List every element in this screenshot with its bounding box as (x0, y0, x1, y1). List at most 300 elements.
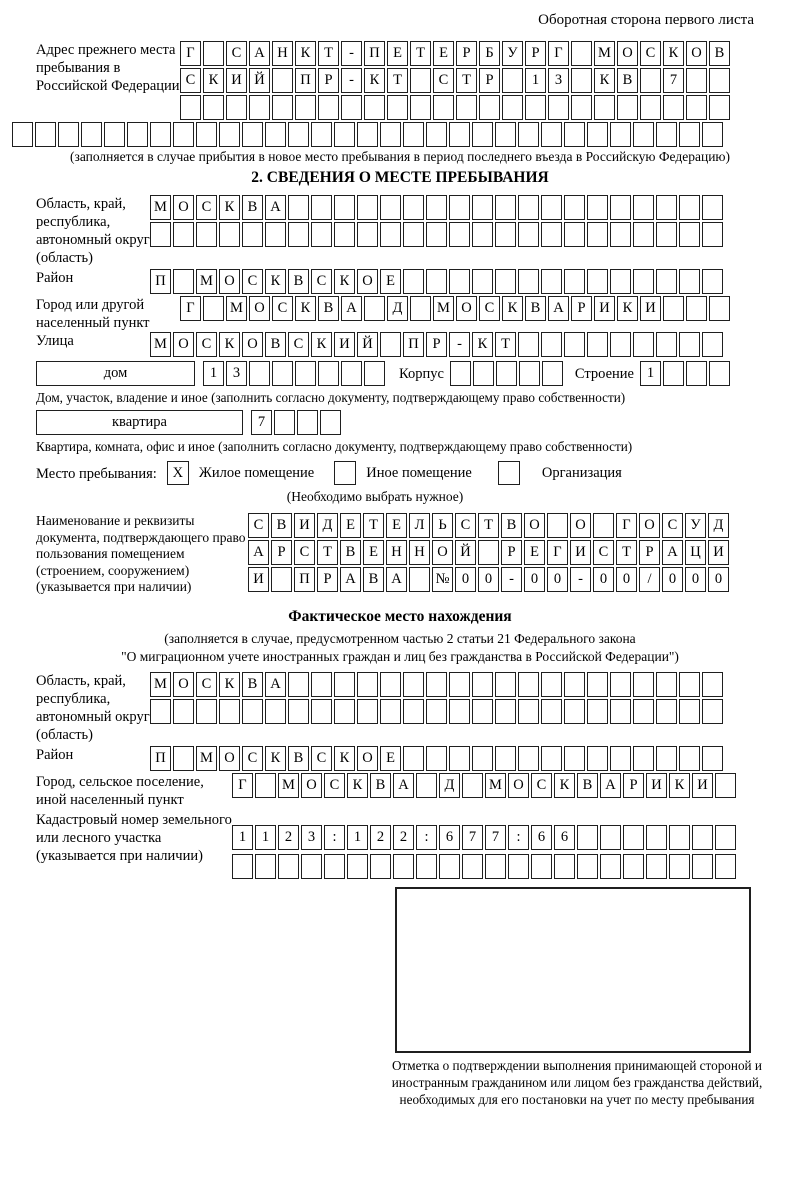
char-cell[interactable] (370, 854, 391, 879)
char-cell[interactable]: Й (455, 540, 476, 565)
char-cell[interactable] (702, 122, 723, 147)
char-cell[interactable]: Е (380, 746, 401, 771)
char-cell[interactable]: О (173, 195, 194, 220)
char-cell[interactable] (449, 699, 470, 724)
char-cell[interactable]: О (456, 296, 477, 321)
char-cell[interactable] (403, 222, 424, 247)
char-cell[interactable] (633, 122, 654, 147)
char-cell[interactable]: В (288, 269, 309, 294)
char-cell[interactable]: 1 (232, 825, 253, 850)
char-cell[interactable] (679, 746, 700, 771)
char-cell[interactable] (380, 332, 401, 357)
char-cell[interactable] (702, 699, 723, 724)
char-cell[interactable] (318, 95, 339, 120)
char-cell[interactable]: И (334, 332, 355, 357)
char-cell[interactable] (541, 746, 562, 771)
char-cell[interactable]: В (340, 540, 361, 565)
char-cell[interactable] (508, 854, 529, 879)
char-cell[interactable]: М (196, 269, 217, 294)
char-cell[interactable] (12, 122, 33, 147)
char-cell[interactable]: - (570, 567, 591, 592)
char-cell[interactable] (495, 122, 516, 147)
char-cell[interactable] (472, 699, 493, 724)
char-cell[interactable] (472, 122, 493, 147)
char-cell[interactable]: С (455, 513, 476, 538)
char-cell[interactable]: О (524, 513, 545, 538)
char-cell[interactable] (679, 699, 700, 724)
char-cell[interactable] (203, 95, 224, 120)
char-cell[interactable]: С (479, 296, 500, 321)
char-cell[interactable] (357, 195, 378, 220)
char-cell[interactable]: П (150, 746, 171, 771)
char-cell[interactable]: О (617, 41, 638, 66)
char-cell[interactable] (594, 95, 615, 120)
char-cell[interactable]: Е (363, 540, 384, 565)
char-cell[interactable] (472, 269, 493, 294)
char-cell[interactable] (715, 825, 736, 850)
char-cell[interactable] (633, 222, 654, 247)
char-cell[interactable]: О (570, 513, 591, 538)
char-cell[interactable] (58, 122, 79, 147)
char-cell[interactable] (679, 269, 700, 294)
char-cell[interactable] (416, 854, 437, 879)
char-cell[interactable] (663, 95, 684, 120)
char-cell[interactable] (663, 361, 684, 386)
char-cell[interactable]: К (265, 269, 286, 294)
char-cell[interactable] (311, 195, 332, 220)
char-cell[interactable] (393, 854, 414, 879)
checkbox-zhiloe[interactable]: X (167, 461, 189, 485)
char-cell[interactable]: Р (639, 540, 660, 565)
char-cell[interactable] (541, 195, 562, 220)
char-cell[interactable]: А (341, 296, 362, 321)
char-cell[interactable]: С (242, 269, 263, 294)
char-cell[interactable] (196, 699, 217, 724)
char-cell[interactable] (541, 269, 562, 294)
char-cell[interactable]: И (294, 513, 315, 538)
char-cell[interactable] (702, 195, 723, 220)
char-cell[interactable] (692, 854, 713, 879)
char-cell[interactable] (324, 854, 345, 879)
char-cell[interactable]: 7 (251, 410, 272, 435)
char-cell[interactable] (600, 825, 621, 850)
char-cell[interactable] (311, 672, 332, 697)
char-cell[interactable] (410, 68, 431, 93)
char-cell[interactable]: 2 (393, 825, 414, 850)
char-cell[interactable] (426, 222, 447, 247)
char-cell[interactable] (633, 195, 654, 220)
char-cell[interactable] (600, 854, 621, 879)
char-cell[interactable]: В (288, 746, 309, 771)
char-cell[interactable] (541, 222, 562, 247)
char-cell[interactable] (669, 825, 690, 850)
char-cell[interactable] (473, 361, 494, 386)
char-cell[interactable] (173, 122, 194, 147)
char-cell[interactable] (334, 699, 355, 724)
char-cell[interactable]: К (669, 773, 690, 798)
char-cell[interactable]: Е (433, 41, 454, 66)
char-cell[interactable]: Р (426, 332, 447, 357)
char-cell[interactable] (426, 699, 447, 724)
char-cell[interactable]: П (403, 332, 424, 357)
char-cell[interactable] (450, 361, 471, 386)
char-cell[interactable]: У (502, 41, 523, 66)
char-cell[interactable]: О (639, 513, 660, 538)
char-cell[interactable]: К (364, 68, 385, 93)
char-cell[interactable] (610, 746, 631, 771)
confirmation-stamp-box[interactable] (395, 887, 751, 1053)
char-cell[interactable]: В (370, 773, 391, 798)
char-cell[interactable]: А (265, 672, 286, 697)
char-cell[interactable] (564, 699, 585, 724)
char-cell[interactable] (472, 746, 493, 771)
char-cell[interactable]: О (249, 296, 270, 321)
char-cell[interactable] (656, 746, 677, 771)
char-cell[interactable] (656, 195, 677, 220)
char-cell[interactable] (518, 269, 539, 294)
char-cell[interactable]: О (357, 269, 378, 294)
char-cell[interactable] (633, 672, 654, 697)
char-cell[interactable] (472, 195, 493, 220)
char-cell[interactable] (518, 122, 539, 147)
char-cell[interactable]: М (196, 746, 217, 771)
char-cell[interactable] (577, 854, 598, 879)
char-cell[interactable] (409, 567, 430, 592)
char-cell[interactable] (380, 122, 401, 147)
char-cell[interactable] (449, 746, 470, 771)
char-cell[interactable] (387, 95, 408, 120)
char-cell[interactable] (403, 699, 424, 724)
char-cell[interactable] (587, 332, 608, 357)
char-cell[interactable] (416, 773, 437, 798)
char-cell[interactable]: Д (439, 773, 460, 798)
char-cell[interactable]: Н (409, 540, 430, 565)
char-cell[interactable] (663, 296, 684, 321)
char-cell[interactable] (173, 746, 194, 771)
char-cell[interactable]: М (150, 332, 171, 357)
char-cell[interactable] (646, 825, 667, 850)
char-cell[interactable] (410, 95, 431, 120)
char-cell[interactable] (380, 222, 401, 247)
char-cell[interactable]: С (433, 68, 454, 93)
char-cell[interactable]: Г (180, 41, 201, 66)
char-cell[interactable] (295, 95, 316, 120)
char-cell[interactable] (525, 95, 546, 120)
char-cell[interactable] (610, 269, 631, 294)
char-cell[interactable]: В (617, 68, 638, 93)
char-cell[interactable]: А (249, 41, 270, 66)
char-cell[interactable] (472, 672, 493, 697)
char-cell[interactable]: А (548, 296, 569, 321)
char-cell[interactable] (364, 95, 385, 120)
checkbox-organizatsiya[interactable] (498, 461, 520, 485)
char-cell[interactable] (518, 195, 539, 220)
char-cell[interactable]: К (295, 41, 316, 66)
char-cell[interactable]: В (265, 332, 286, 357)
char-cell[interactable] (278, 854, 299, 879)
char-cell[interactable]: Т (317, 540, 338, 565)
char-cell[interactable] (542, 361, 563, 386)
char-cell[interactable]: М (485, 773, 506, 798)
char-cell[interactable] (472, 222, 493, 247)
char-cell[interactable]: М (433, 296, 454, 321)
char-cell[interactable]: 0 (478, 567, 499, 592)
char-cell[interactable] (403, 122, 424, 147)
char-cell[interactable] (334, 122, 355, 147)
char-cell[interactable]: О (242, 332, 263, 357)
char-cell[interactable] (364, 296, 385, 321)
char-cell[interactable] (403, 746, 424, 771)
char-cell[interactable] (577, 825, 598, 850)
char-cell[interactable]: К (311, 332, 332, 357)
char-cell[interactable]: 3 (548, 68, 569, 93)
char-cell[interactable]: Г (180, 296, 201, 321)
char-cell[interactable]: И (570, 540, 591, 565)
char-cell[interactable]: Д (387, 296, 408, 321)
char-cell[interactable]: О (301, 773, 322, 798)
char-cell[interactable]: : (324, 825, 345, 850)
char-cell[interactable] (242, 222, 263, 247)
char-cell[interactable] (571, 95, 592, 120)
char-cell[interactable] (610, 699, 631, 724)
char-cell[interactable]: Й (249, 68, 270, 93)
char-cell[interactable] (249, 361, 270, 386)
char-cell[interactable] (357, 699, 378, 724)
char-cell[interactable] (265, 699, 286, 724)
char-cell[interactable]: 7 (485, 825, 506, 850)
char-cell[interactable] (297, 410, 318, 435)
char-cell[interactable] (679, 332, 700, 357)
char-cell[interactable]: Т (318, 41, 339, 66)
char-cell[interactable] (709, 361, 730, 386)
char-cell[interactable]: 0 (455, 567, 476, 592)
char-cell[interactable]: Т (410, 41, 431, 66)
char-cell[interactable]: Е (340, 513, 361, 538)
char-cell[interactable] (265, 122, 286, 147)
char-cell[interactable]: Ц (685, 540, 706, 565)
char-cell[interactable] (633, 269, 654, 294)
char-cell[interactable]: У (685, 513, 706, 538)
char-cell[interactable]: 1 (640, 361, 661, 386)
char-cell[interactable]: А (662, 540, 683, 565)
char-cell[interactable] (462, 773, 483, 798)
char-cell[interactable] (519, 361, 540, 386)
char-cell[interactable]: И (594, 296, 615, 321)
char-cell[interactable] (541, 122, 562, 147)
char-cell[interactable]: Е (380, 269, 401, 294)
char-cell[interactable]: К (663, 41, 684, 66)
char-cell[interactable] (587, 222, 608, 247)
char-cell[interactable]: - (341, 41, 362, 66)
char-cell[interactable]: Д (708, 513, 729, 538)
char-cell[interactable]: С (272, 296, 293, 321)
char-cell[interactable]: В (242, 195, 263, 220)
char-cell[interactable]: А (340, 567, 361, 592)
char-cell[interactable]: В (709, 41, 730, 66)
char-cell[interactable] (686, 95, 707, 120)
char-cell[interactable] (272, 361, 293, 386)
char-cell[interactable] (196, 122, 217, 147)
char-cell[interactable] (531, 854, 552, 879)
char-cell[interactable] (439, 854, 460, 879)
char-cell[interactable]: С (196, 332, 217, 357)
char-cell[interactable] (311, 122, 332, 147)
char-cell[interactable] (656, 269, 677, 294)
char-cell[interactable]: 0 (708, 567, 729, 592)
char-cell[interactable] (341, 361, 362, 386)
char-cell[interactable]: Т (363, 513, 384, 538)
char-cell[interactable]: С (324, 773, 345, 798)
char-cell[interactable]: 3 (301, 825, 322, 850)
char-cell[interactable]: С (196, 672, 217, 697)
char-cell[interactable] (357, 222, 378, 247)
char-cell[interactable] (320, 410, 341, 435)
char-cell[interactable] (686, 68, 707, 93)
char-cell[interactable] (104, 122, 125, 147)
char-cell[interactable]: К (334, 746, 355, 771)
char-cell[interactable] (502, 95, 523, 120)
char-cell[interactable] (554, 854, 575, 879)
char-cell[interactable]: 0 (616, 567, 637, 592)
char-cell[interactable] (541, 699, 562, 724)
char-cell[interactable]: К (617, 296, 638, 321)
char-cell[interactable]: О (686, 41, 707, 66)
char-cell[interactable] (495, 269, 516, 294)
char-cell[interactable]: П (294, 567, 315, 592)
char-cell[interactable] (203, 296, 224, 321)
char-cell[interactable] (173, 222, 194, 247)
char-cell[interactable]: И (692, 773, 713, 798)
char-cell[interactable]: 1 (255, 825, 276, 850)
char-cell[interactable] (35, 122, 56, 147)
char-cell[interactable] (571, 68, 592, 93)
char-cell[interactable]: Е (386, 513, 407, 538)
char-cell[interactable] (456, 95, 477, 120)
char-cell[interactable] (232, 854, 253, 879)
char-cell[interactable]: Т (456, 68, 477, 93)
dom-box[interactable]: дом (36, 361, 195, 386)
char-cell[interactable] (617, 95, 638, 120)
char-cell[interactable] (587, 746, 608, 771)
char-cell[interactable] (518, 699, 539, 724)
char-cell[interactable]: № (432, 567, 453, 592)
char-cell[interactable] (587, 195, 608, 220)
char-cell[interactable] (633, 332, 654, 357)
char-cell[interactable]: П (150, 269, 171, 294)
char-cell[interactable] (219, 222, 240, 247)
char-cell[interactable]: В (363, 567, 384, 592)
char-cell[interactable]: С (180, 68, 201, 93)
char-cell[interactable]: В (242, 672, 263, 697)
char-cell[interactable] (272, 95, 293, 120)
char-cell[interactable]: 2 (278, 825, 299, 850)
char-cell[interactable] (518, 746, 539, 771)
char-cell[interactable] (633, 746, 654, 771)
char-cell[interactable]: С (593, 540, 614, 565)
char-cell[interactable] (226, 95, 247, 120)
char-cell[interactable] (274, 410, 295, 435)
char-cell[interactable] (495, 699, 516, 724)
char-cell[interactable] (656, 332, 677, 357)
char-cell[interactable] (127, 122, 148, 147)
char-cell[interactable] (686, 296, 707, 321)
char-cell[interactable] (288, 195, 309, 220)
char-cell[interactable]: В (271, 513, 292, 538)
char-cell[interactable] (502, 68, 523, 93)
char-cell[interactable]: 1 (347, 825, 368, 850)
char-cell[interactable] (255, 773, 276, 798)
char-cell[interactable]: Р (623, 773, 644, 798)
char-cell[interactable]: А (265, 195, 286, 220)
char-cell[interactable] (518, 222, 539, 247)
char-cell[interactable] (587, 122, 608, 147)
char-cell[interactable] (679, 195, 700, 220)
char-cell[interactable] (242, 122, 263, 147)
char-cell[interactable] (715, 773, 736, 798)
char-cell[interactable] (288, 222, 309, 247)
char-cell[interactable]: А (386, 567, 407, 592)
char-cell[interactable]: П (295, 68, 316, 93)
char-cell[interactable]: С (311, 746, 332, 771)
char-cell[interactable] (449, 672, 470, 697)
char-cell[interactable] (433, 95, 454, 120)
char-cell[interactable]: К (347, 773, 368, 798)
char-cell[interactable] (403, 195, 424, 220)
char-cell[interactable] (150, 699, 171, 724)
char-cell[interactable] (334, 222, 355, 247)
char-cell[interactable] (81, 122, 102, 147)
char-cell[interactable] (564, 195, 585, 220)
char-cell[interactable]: К (219, 195, 240, 220)
char-cell[interactable] (288, 672, 309, 697)
char-cell[interactable] (610, 332, 631, 357)
char-cell[interactable]: Б (479, 41, 500, 66)
char-cell[interactable] (255, 854, 276, 879)
char-cell[interactable] (449, 269, 470, 294)
char-cell[interactable]: Т (616, 540, 637, 565)
char-cell[interactable] (709, 68, 730, 93)
char-cell[interactable] (364, 361, 385, 386)
char-cell[interactable]: О (173, 672, 194, 697)
char-cell[interactable]: Р (456, 41, 477, 66)
char-cell[interactable] (311, 222, 332, 247)
char-cell[interactable] (426, 269, 447, 294)
char-cell[interactable] (709, 95, 730, 120)
char-cell[interactable]: Р (571, 296, 592, 321)
char-cell[interactable] (495, 672, 516, 697)
char-cell[interactable]: К (472, 332, 493, 357)
char-cell[interactable] (564, 746, 585, 771)
char-cell[interactable]: Н (272, 41, 293, 66)
char-cell[interactable] (496, 361, 517, 386)
char-cell[interactable] (564, 672, 585, 697)
char-cell[interactable]: О (219, 269, 240, 294)
char-cell[interactable]: Й (357, 332, 378, 357)
char-cell[interactable]: 6 (554, 825, 575, 850)
char-cell[interactable] (334, 195, 355, 220)
char-cell[interactable]: К (295, 296, 316, 321)
char-cell[interactable] (518, 332, 539, 357)
char-cell[interactable]: О (508, 773, 529, 798)
char-cell[interactable]: Р (525, 41, 546, 66)
char-cell[interactable] (357, 672, 378, 697)
char-cell[interactable]: 0 (685, 567, 706, 592)
char-cell[interactable] (610, 222, 631, 247)
char-cell[interactable] (623, 854, 644, 879)
char-cell[interactable] (341, 95, 362, 120)
char-cell[interactable] (656, 699, 677, 724)
checkbox-inoe[interactable] (334, 461, 356, 485)
